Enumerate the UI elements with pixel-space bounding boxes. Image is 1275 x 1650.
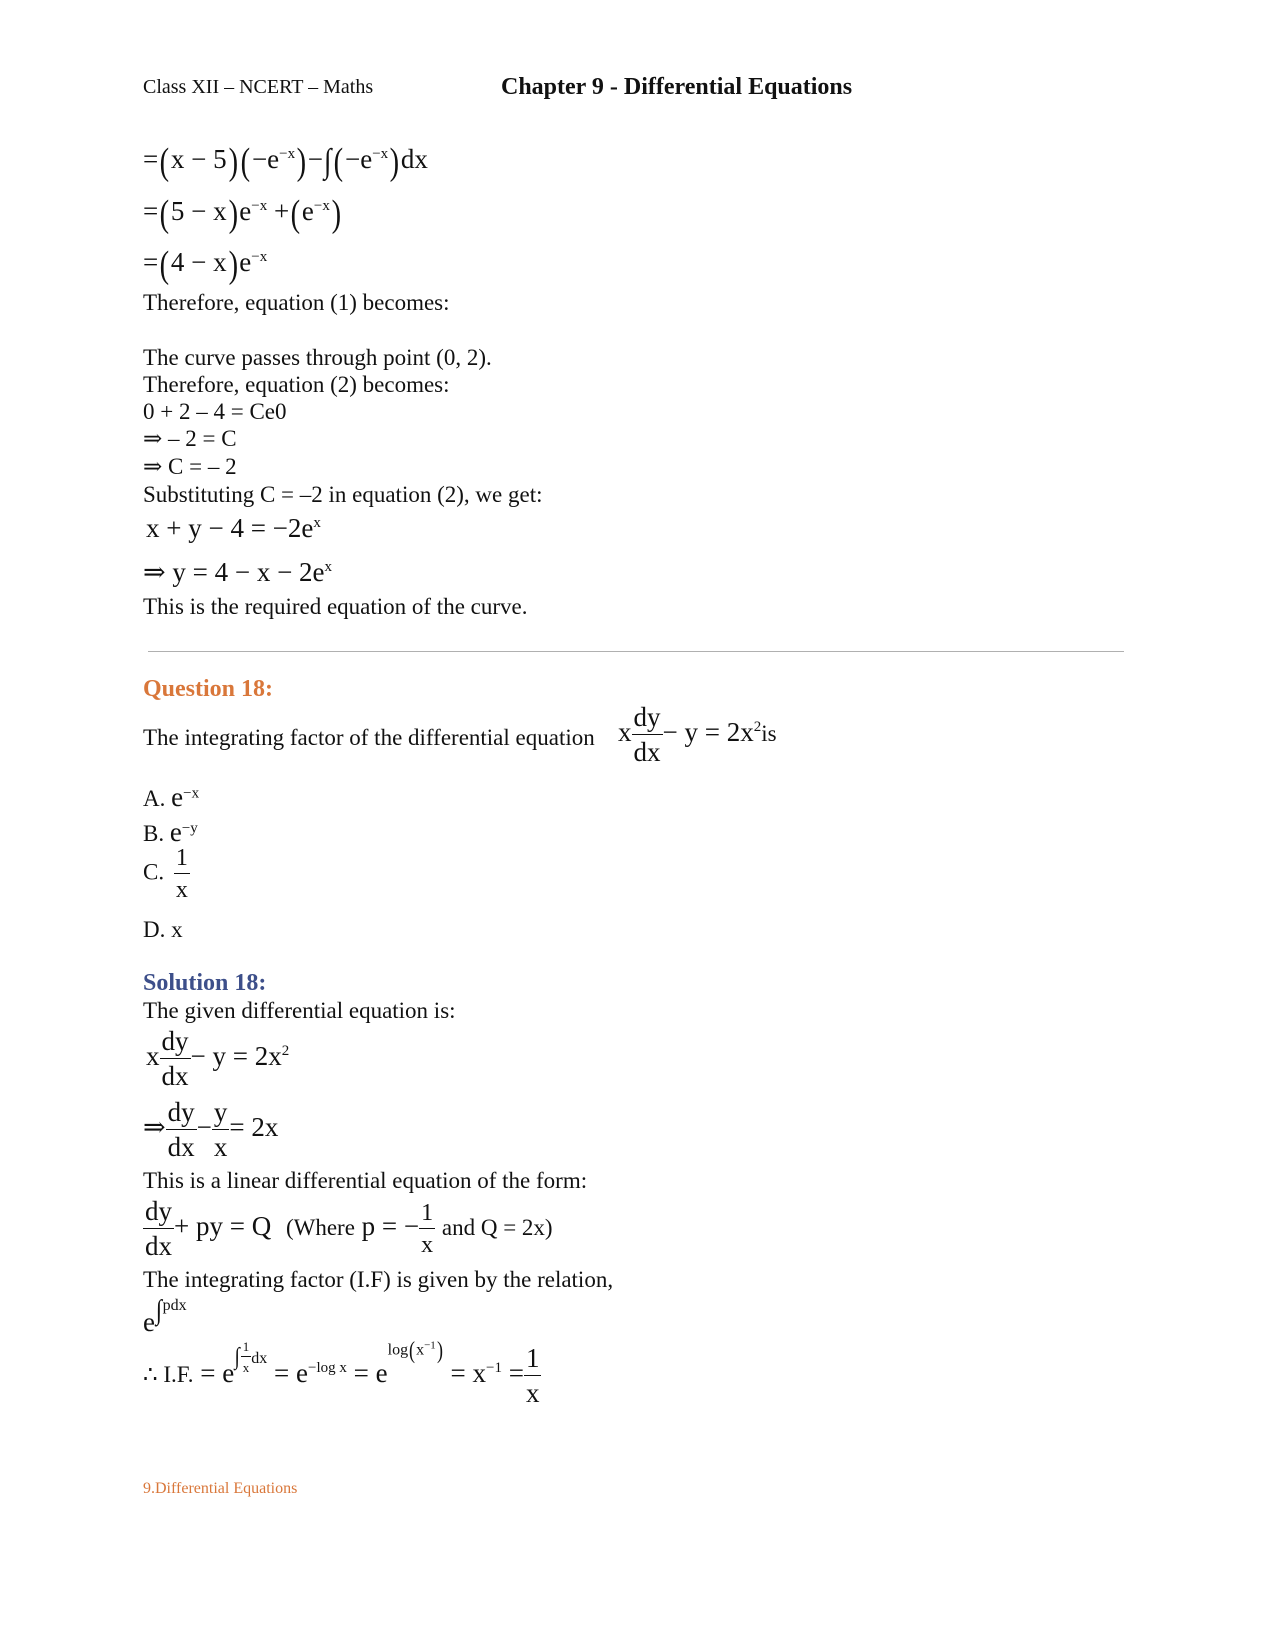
header-class-label: Class XII – NCERT – Maths xyxy=(143,76,374,98)
text-line-equation-2: Therefore, equation (2) becomes: xyxy=(143,372,450,397)
solution-equation-2: ⇒ $\frac{dy}{dx}$ − $\frac{y}{x}$ = 2x xyxy=(143,1097,279,1162)
option-d[interactable]: D. x xyxy=(143,917,183,942)
working-line-2: $=(5 - x)e^{-x} +(e^{-x})$ xyxy=(143,193,341,235)
header-chapter-title: Chapter 9 - Differential Equations xyxy=(501,74,853,100)
working-line-3: $=(4 - x)e^{-x}$ xyxy=(143,244,268,286)
option-b[interactable]: B. $e^{-y}$ xyxy=(143,817,198,847)
section-divider xyxy=(148,651,1124,652)
question-equation: x $\frac{dy}{dx}$ − $y = 2x^2is$ xyxy=(618,702,777,767)
option-c[interactable]: C. $\frac{1}{x}$ xyxy=(143,845,188,903)
solution-equation-4: e∫$^{pdx}$ xyxy=(143,1295,187,1337)
equation-curve-2: ⇒ $y = 4 - x - 2e^x$ xyxy=(143,557,333,587)
working-line-1: $=(x - 5)(-e^{-x})-\int(-e^{-x})dx$ xyxy=(143,141,428,183)
solution-equation-5: ∴ I.F. = e∫ $\frac{1}{x}$ dx = $e^{-log x} = elog(x^{-1}) = x^{-1}$ = $\frac{1}{x}$ xyxy=(143,1338,540,1408)
text-line-c-value-2: ⇒ C = – 2 xyxy=(143,454,237,479)
text-line-curve-point: The curve passes through point (0, 2). xyxy=(143,345,492,370)
text-line-substituting: Substituting C = –2 in equation (2), we get: xyxy=(143,482,543,507)
solution-equation-3: $\frac{dy}{dx}$ + py = Q (Where p = − $\frac{1}{x}$ and Q = 2x) xyxy=(145,1196,553,1261)
footer-chapter-label: 9.Differential Equations xyxy=(143,1480,298,1497)
question-title: Question 18: xyxy=(143,676,274,702)
text-line-equation-1: Therefore, equation (1) becomes: xyxy=(143,290,450,315)
text-line-c-value-1: ⇒ – 2 = C xyxy=(143,426,237,451)
solution-linear-form: This is a linear differential equation of the form: xyxy=(143,1168,588,1193)
question-text: The integrating factor of the differential equation xyxy=(143,725,595,750)
equation-curve-1: $x + y - 4 = -2e^x$ xyxy=(146,513,321,543)
text-line-substitution: 0 + 2 – 4 = Ce0 xyxy=(143,399,287,424)
solution-if-relation: The integrating factor (I.F) is given by the relation, xyxy=(143,1267,614,1292)
option-a[interactable]: A. $e^{-x}$ xyxy=(143,782,200,812)
solution-equation-1: x $\frac{dy}{dx}$ − $y = 2x^2$ xyxy=(146,1026,290,1091)
solution-title: Solution 18: xyxy=(143,970,267,996)
solution-intro: The given differential equation is: xyxy=(143,998,456,1023)
text-line-conclusion: This is the required equation of the curve. xyxy=(143,594,528,619)
